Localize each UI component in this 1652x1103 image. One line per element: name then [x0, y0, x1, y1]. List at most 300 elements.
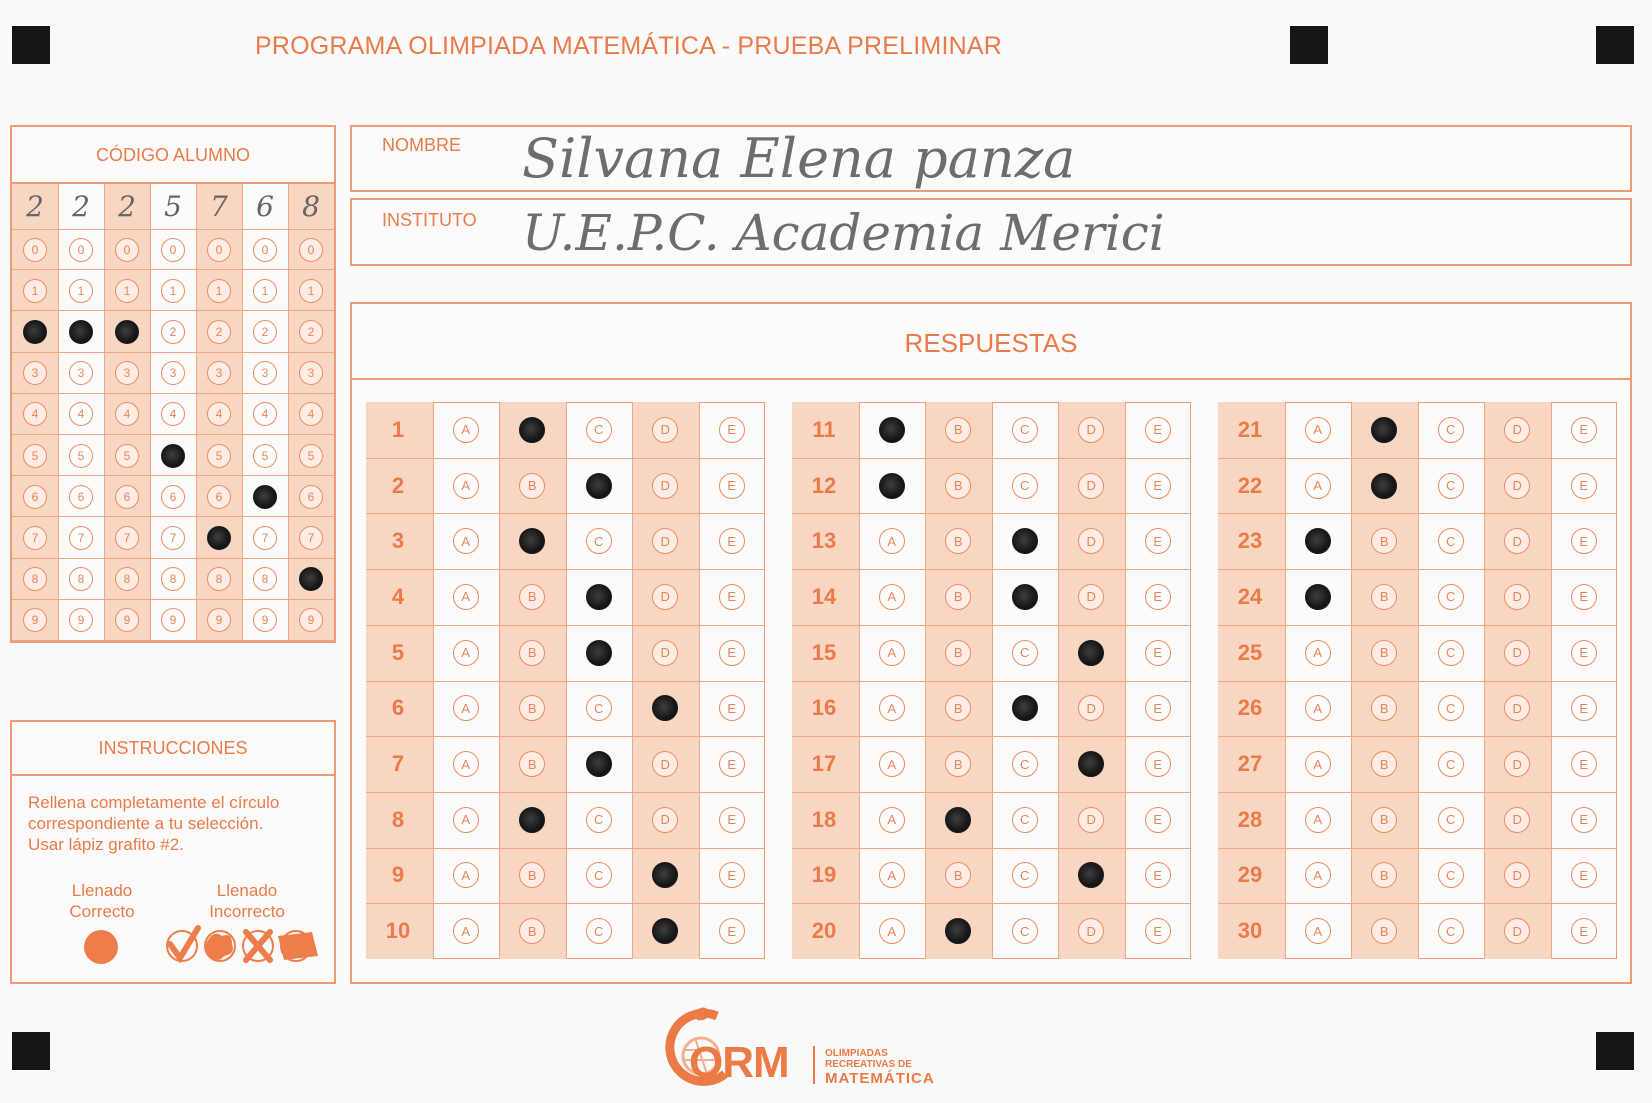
code-row-divider [12, 516, 334, 517]
code-digit-bubble[interactable]: 6 [115, 485, 139, 509]
answer-option-bubble[interactable]: C [586, 695, 612, 721]
answer-option-bubble[interactable]: C [1012, 417, 1038, 443]
answer-option-bubble[interactable]: A [879, 640, 905, 666]
answer-row-divider [366, 792, 765, 793]
code-digit-bubble[interactable]: 2 [207, 320, 231, 344]
code-digit-bubble[interactable]: 5 [207, 444, 231, 468]
code-digit-bubble[interactable]: 8 [161, 567, 185, 591]
code-digit-bubble[interactable]: 0 [253, 238, 277, 262]
answer-option-bubble[interactable]: D [1078, 695, 1104, 721]
answer-row-divider [1218, 569, 1617, 570]
answer-option-bubble[interactable]: C [1438, 751, 1464, 777]
code-digit-bubble[interactable]: 5 [299, 444, 323, 468]
answer-option-bubble[interactable]: C [1438, 862, 1464, 888]
answer-option-bubble[interactable]: E [1145, 417, 1171, 443]
answer-option-bubble[interactable]: D [1504, 862, 1530, 888]
code-digit-bubble[interactable]: 7 [69, 526, 93, 550]
answer-row-divider [1218, 513, 1617, 514]
code-digit-bubble[interactable] [161, 444, 185, 468]
answer-option-bubble[interactable]: E [719, 584, 745, 610]
answer-option-bubble[interactable]: E [1571, 807, 1597, 833]
answer-option-bubble[interactable] [586, 584, 612, 610]
answer-row-divider [792, 458, 1191, 459]
code-digit-bubble[interactable]: 3 [69, 361, 93, 385]
code-digit-bubble[interactable]: 1 [69, 279, 93, 303]
institute-label: INSTITUTO [382, 210, 477, 230]
answer-option-bubble[interactable] [1012, 584, 1038, 610]
answer-option-bubble[interactable]: B [1371, 918, 1397, 944]
answer-row-divider [792, 736, 1191, 737]
instructions-panel [10, 720, 336, 984]
answer-option-bubble[interactable]: E [1145, 640, 1171, 666]
answer-option-bubble[interactable]: C [1012, 807, 1038, 833]
answer-option-bubble[interactable] [586, 751, 612, 777]
answer-option-bubble[interactable]: E [1145, 528, 1171, 554]
answer-option-bubble[interactable]: E [719, 417, 745, 443]
question-number: 7 [391, 751, 405, 777]
question-number: 30 [1237, 918, 1263, 944]
answer-option-bubble[interactable]: A [879, 751, 905, 777]
incorrect-fill-label-line-2: Incorrecto [209, 902, 285, 921]
answer-option-bubble[interactable] [519, 807, 545, 833]
answer-option-bubble[interactable]: B [945, 417, 971, 443]
code-digit-bubble[interactable]: 1 [299, 279, 323, 303]
instructions-line-2: correspondiente a tu selección. [28, 814, 264, 833]
incorrect-fill-label [192, 880, 302, 922]
code-digit-bubble[interactable]: 3 [23, 361, 47, 385]
answer-option-bubble[interactable]: E [1571, 695, 1597, 721]
question-number: 12 [811, 472, 837, 498]
question-number: 13 [811, 528, 837, 554]
answer-row-divider [1218, 625, 1617, 626]
code-handwritten-digit: 7 [210, 190, 228, 223]
code-digit-bubble[interactable]: 7 [23, 526, 47, 550]
answer-option-bubble[interactable]: E [1571, 528, 1597, 554]
answer-option-bubble[interactable]: E [719, 751, 745, 777]
answer-option-bubble[interactable]: C [1438, 417, 1464, 443]
answer-option-bubble[interactable]: B [945, 640, 971, 666]
answer-option-bubble[interactable]: A [453, 862, 479, 888]
answer-option-bubble[interactable]: C [1438, 528, 1464, 554]
code-digit-bubble[interactable]: 8 [115, 567, 139, 591]
answer-option-bubble[interactable]: A [1305, 473, 1331, 499]
answer-option-bubble[interactable]: B [519, 584, 545, 610]
code-digit-bubble[interactable]: 9 [299, 608, 323, 632]
answer-option-bubble[interactable]: C [1438, 584, 1464, 610]
answer-option-bubble[interactable]: C [1438, 473, 1464, 499]
code-digit-bubble[interactable]: 6 [69, 485, 93, 509]
answer-option-bubble[interactable]: D [1504, 528, 1530, 554]
answer-option-bubble[interactable]: B [945, 473, 971, 499]
answer-option-bubble[interactable]: D [1078, 417, 1104, 443]
code-digit-bubble[interactable]: 7 [115, 526, 139, 550]
code-digit-bubble[interactable]: 2 [299, 320, 323, 344]
answer-row-divider [366, 848, 765, 849]
answer-option-bubble[interactable]: D [652, 473, 678, 499]
registration-mark-bottom-left [12, 1032, 50, 1070]
code-digit-bubble[interactable]: 5 [23, 444, 47, 468]
answer-option-bubble[interactable] [879, 417, 905, 443]
answer-option-bubble[interactable]: E [1571, 473, 1597, 499]
answer-option-bubble[interactable]: D [652, 807, 678, 833]
answer-option-bubble[interactable]: A [453, 473, 479, 499]
answer-option-bubble[interactable]: A [879, 695, 905, 721]
code-digit-bubble[interactable]: 2 [253, 320, 277, 344]
answer-option-bubble[interactable]: D [1078, 528, 1104, 554]
student-code-title: CÓDIGO ALUMNO [95, 145, 251, 165]
question-number: 4 [391, 583, 405, 609]
answer-row-divider [366, 625, 765, 626]
answer-option-bubble[interactable] [1305, 584, 1331, 610]
code-digit-bubble[interactable]: 5 [69, 444, 93, 468]
code-digit-bubble[interactable]: 4 [23, 402, 47, 426]
code-digit-bubble[interactable]: 6 [299, 485, 323, 509]
question-number: 24 [1237, 583, 1263, 609]
question-number: 18 [811, 806, 837, 832]
question-number: 9 [391, 862, 405, 888]
orm-logo-separator [813, 1046, 815, 1084]
code-digit-bubble[interactable]: 0 [207, 238, 231, 262]
answer-option-bubble[interactable]: B [945, 862, 971, 888]
question-number: 28 [1237, 806, 1263, 832]
answer-option-bubble[interactable]: A [453, 640, 479, 666]
answer-option-bubble[interactable]: D [1078, 807, 1104, 833]
answer-option-bubble[interactable] [945, 807, 971, 833]
code-row-divider [12, 558, 334, 559]
answer-option-bubble[interactable] [1305, 528, 1331, 554]
answer-option-bubble[interactable]: D [652, 751, 678, 777]
correct-fill-label-line-2: Correcto [69, 902, 135, 921]
answer-option-bubble[interactable]: A [1305, 751, 1331, 777]
code-digit-bubble[interactable]: 0 [161, 238, 185, 262]
answer-option-bubble[interactable]: B [519, 862, 545, 888]
question-number: 17 [811, 751, 837, 777]
code-column-divider [104, 184, 105, 641]
answer-option-bubble[interactable]: E [1145, 807, 1171, 833]
answer-option-bubble[interactable]: D [1504, 473, 1530, 499]
question-number: 6 [391, 695, 405, 721]
code-row-divider [12, 475, 334, 476]
code-column-divider [196, 184, 197, 641]
code-digit-bubble[interactable]: 8 [23, 567, 47, 591]
answer-option-bubble[interactable]: B [1371, 528, 1397, 554]
page-title: PROGRAMA OLIMPIADA MATEMÁTICA - PRUEBA PRELIMINAR [255, 32, 1002, 60]
question-number: 23 [1237, 528, 1263, 554]
answer-option-bubble[interactable]: D [1504, 417, 1530, 443]
question-number: 1 [391, 416, 405, 442]
question-number: 26 [1237, 695, 1263, 721]
answer-option-bubble[interactable]: E [1145, 473, 1171, 499]
code-digit-bubble[interactable]: 9 [115, 608, 139, 632]
answer-option-bubble[interactable]: A [453, 807, 479, 833]
code-digit-bubble[interactable]: 7 [253, 526, 277, 550]
answer-option-bubble[interactable]: E [1145, 862, 1171, 888]
answer-option-bubble[interactable]: A [453, 695, 479, 721]
answer-option-bubble[interactable]: D [652, 584, 678, 610]
student-code-panel [10, 125, 336, 643]
code-handwritten-digit: 6 [256, 190, 274, 223]
code-digit-bubble[interactable]: 3 [299, 361, 323, 385]
code-digit-bubble[interactable]: 4 [115, 402, 139, 426]
answer-option-bubble[interactable]: E [719, 473, 745, 499]
answer-option-bubble[interactable]: B [1371, 640, 1397, 666]
answer-option-bubble[interactable]: C [586, 918, 612, 944]
answer-option-bubble[interactable] [1012, 695, 1038, 721]
code-digit-bubble[interactable] [253, 485, 277, 509]
answer-option-bubble[interactable]: A [453, 528, 479, 554]
answer-row-divider [1218, 458, 1617, 459]
answer-option-bubble[interactable]: A [879, 918, 905, 944]
incorrect-fill-examples-icon [162, 922, 330, 970]
answer-option-bubble[interactable]: B [519, 695, 545, 721]
answer-row-divider [366, 458, 765, 459]
student-code-grid [12, 184, 334, 641]
question-number: 10 [385, 918, 411, 944]
question-number: 27 [1237, 751, 1263, 777]
answer-option-bubble[interactable]: A [1305, 807, 1331, 833]
code-digit-bubble[interactable]: 7 [161, 526, 185, 550]
answer-row-divider [366, 569, 765, 570]
question-number: 8 [391, 806, 405, 832]
code-digit-bubble[interactable]: 9 [161, 608, 185, 632]
code-digit-bubble[interactable]: 9 [69, 608, 93, 632]
question-number: 14 [811, 583, 837, 609]
code-handwritten-digit: 2 [72, 190, 90, 223]
code-digit-bubble[interactable]: 2 [161, 320, 185, 344]
answer-option-bubble[interactable]: E [719, 862, 745, 888]
code-digit-bubble[interactable]: 1 [115, 279, 139, 303]
answer-option-bubble[interactable]: C [586, 528, 612, 554]
answer-option-bubble[interactable] [879, 473, 905, 499]
answer-option-bubble[interactable]: B [519, 918, 545, 944]
question-number: 5 [391, 639, 405, 665]
code-digit-bubble[interactable]: 3 [115, 361, 139, 385]
answer-option-bubble[interactable]: E [719, 528, 745, 554]
question-number: 3 [391, 528, 405, 554]
registration-mark-top-left [12, 26, 50, 64]
answer-option-bubble[interactable]: B [519, 640, 545, 666]
answer-row-divider [1218, 736, 1617, 737]
answer-option-bubble[interactable]: D [1504, 751, 1530, 777]
answer-option-bubble[interactable]: E [1571, 417, 1597, 443]
code-handwritten-digit: 2 [26, 190, 44, 223]
answer-option-bubble[interactable]: E [719, 695, 745, 721]
answer-option-bubble[interactable]: D [1078, 584, 1104, 610]
answer-option-bubble[interactable]: E [1145, 918, 1171, 944]
answer-option-bubble[interactable] [1371, 473, 1397, 499]
name-handwritten-value: Silvana Elena panza [522, 127, 1076, 190]
answer-option-bubble[interactable] [586, 640, 612, 666]
code-digit-bubble[interactable]: 3 [253, 361, 277, 385]
answer-option-bubble[interactable]: A [1305, 417, 1331, 443]
answer-option-bubble[interactable]: A [879, 807, 905, 833]
answer-option-bubble[interactable]: A [1305, 695, 1331, 721]
answer-option-bubble[interactable]: C [586, 807, 612, 833]
answer-option-bubble[interactable]: E [1571, 862, 1597, 888]
answer-option-bubble[interactable]: E [719, 918, 745, 944]
code-digit-bubble[interactable]: 0 [69, 238, 93, 262]
answer-option-bubble[interactable]: B [945, 695, 971, 721]
answer-row-divider [366, 513, 765, 514]
answer-option-bubble[interactable]: B [945, 751, 971, 777]
code-handwritten-digit: 8 [302, 190, 320, 223]
code-digit-bubble[interactable] [207, 526, 231, 550]
code-digit-bubble[interactable]: 9 [23, 608, 47, 632]
answer-option-bubble[interactable] [1371, 417, 1397, 443]
answer-option-bubble[interactable]: D [1504, 918, 1530, 944]
answer-option-bubble[interactable]: C [1012, 751, 1038, 777]
answer-option-bubble[interactable]: B [1371, 862, 1397, 888]
answer-option-bubble[interactable]: C [586, 417, 612, 443]
answer-option-bubble[interactable]: D [1504, 807, 1530, 833]
answer-option-bubble[interactable]: B [1371, 584, 1397, 610]
answer-option-bubble[interactable] [519, 417, 545, 443]
answers-title-divider [352, 378, 1630, 380]
code-column-divider [288, 184, 289, 641]
answer-option-bubble[interactable]: D [1504, 640, 1530, 666]
answer-option-bubble[interactable]: B [1371, 695, 1397, 721]
code-handwritten-digit: 5 [164, 190, 182, 223]
answer-option-bubble[interactable]: D [1078, 473, 1104, 499]
answer-option-bubble[interactable]: A [1305, 862, 1331, 888]
code-digit-bubble[interactable]: 4 [299, 402, 323, 426]
answer-option-bubble[interactable]: A [453, 417, 479, 443]
answer-option-bubble[interactable]: B [519, 473, 545, 499]
answer-option-bubble[interactable]: E [1571, 584, 1597, 610]
answer-option-bubble[interactable]: A [453, 584, 479, 610]
code-digit-bubble[interactable]: 5 [253, 444, 277, 468]
orm-logo-line-2: RECREATIVAS DE [825, 1059, 912, 1070]
code-digit-bubble[interactable]: 4 [253, 402, 277, 426]
orm-logo-line-3: MATEMÁTICA [825, 1070, 935, 1087]
code-digit-bubble[interactable]: 4 [207, 402, 231, 426]
code-digit-bubble[interactable]: 1 [23, 279, 47, 303]
answer-option-bubble[interactable]: C [1438, 695, 1464, 721]
instructions-line-3: Usar lápiz grafito #2. [28, 835, 184, 854]
answer-option-bubble[interactable]: C [586, 862, 612, 888]
question-number: 22 [1237, 472, 1263, 498]
answer-option-bubble[interactable] [1012, 528, 1038, 554]
code-digit-bubble[interactable]: 4 [161, 402, 185, 426]
code-digit-bubble[interactable] [299, 567, 323, 591]
code-digit-bubble[interactable]: 8 [207, 567, 231, 591]
answer-option-bubble[interactable]: B [1371, 807, 1397, 833]
answer-option-bubble[interactable]: D [1078, 918, 1104, 944]
answer-option-bubble[interactable]: C [1012, 862, 1038, 888]
code-row-divider [12, 393, 334, 394]
answer-option-bubble[interactable]: C [1438, 807, 1464, 833]
answer-option-bubble[interactable]: B [519, 751, 545, 777]
answer-option-bubble[interactable]: C [1012, 473, 1038, 499]
answer-option-bubble[interactable]: A [453, 918, 479, 944]
answer-option-bubble[interactable]: A [879, 584, 905, 610]
answer-row-divider [792, 681, 1191, 682]
answer-option-bubble[interactable]: E [1571, 640, 1597, 666]
answer-option-bubble[interactable]: D [1504, 584, 1530, 610]
code-digit-bubble[interactable]: 1 [207, 279, 231, 303]
answer-option-bubble[interactable]: A [879, 862, 905, 888]
code-digit-bubble[interactable] [23, 320, 47, 344]
code-digit-bubble[interactable]: 0 [23, 238, 47, 262]
answer-option-bubble[interactable]: B [945, 584, 971, 610]
answer-option-bubble[interactable]: E [719, 807, 745, 833]
orm-logo-text: ORM [689, 1038, 789, 1087]
question-number: 20 [811, 918, 837, 944]
answer-row-divider [1218, 903, 1617, 904]
code-digit-bubble[interactable]: 6 [23, 485, 47, 509]
answer-option-bubble[interactable]: D [652, 640, 678, 666]
code-digit-bubble[interactable]: 5 [115, 444, 139, 468]
code-digit-bubble[interactable]: 9 [207, 608, 231, 632]
registration-mark-top-right [1596, 26, 1634, 64]
code-digit-bubble[interactable]: 8 [69, 567, 93, 591]
code-digit-bubble[interactable]: 0 [115, 238, 139, 262]
institute-handwritten-value: U.E.P.C. Academia Merici [522, 204, 1165, 262]
answer-option-bubble[interactable]: B [1371, 751, 1397, 777]
question-number: 15 [811, 639, 837, 665]
institute-field [350, 198, 1632, 266]
answer-option-bubble[interactable]: E [1145, 695, 1171, 721]
answer-row-divider [792, 903, 1191, 904]
instructions-title: INSTRUCCIONES [98, 738, 248, 758]
name-field [350, 125, 1632, 192]
code-digit-bubble[interactable]: 7 [299, 526, 323, 550]
code-digit-bubble[interactable]: 1 [161, 279, 185, 303]
answer-option-bubble[interactable]: E [719, 640, 745, 666]
code-digit-bubble[interactable] [115, 320, 139, 344]
code-digit-bubble[interactable]: 3 [207, 361, 231, 385]
answer-option-bubble[interactable]: A [1305, 918, 1331, 944]
code-digit-bubble[interactable]: 4 [69, 402, 93, 426]
answer-option-bubble[interactable]: A [1305, 640, 1331, 666]
answer-option-bubble[interactable] [1078, 640, 1104, 666]
answer-option-bubble[interactable]: C [1438, 640, 1464, 666]
instructions-line-1: Rellena completamente el círculo [28, 793, 280, 812]
answer-option-bubble[interactable]: D [652, 528, 678, 554]
code-digit-bubble[interactable] [69, 320, 93, 344]
answer-option-bubble[interactable]: A [453, 751, 479, 777]
answer-option-bubble[interactable]: C [1012, 640, 1038, 666]
code-digit-bubble[interactable]: 8 [253, 567, 277, 591]
code-handwritten-digit: 2 [118, 190, 136, 223]
answer-option-bubble[interactable]: E [1145, 751, 1171, 777]
question-number: 11 [812, 416, 836, 442]
code-row-divider [12, 352, 334, 353]
answer-option-bubble[interactable]: E [1145, 584, 1171, 610]
answer-row-divider [792, 848, 1191, 849]
answer-option-bubble[interactable]: B [945, 528, 971, 554]
answer-option-bubble[interactable]: D [1504, 695, 1530, 721]
code-digit-bubble[interactable]: 0 [299, 238, 323, 262]
code-row-divider [12, 599, 334, 600]
answer-row-divider [366, 903, 765, 904]
answer-option-bubble[interactable]: C [1012, 918, 1038, 944]
code-digit-bubble[interactable]: 3 [161, 361, 185, 385]
orm-logo [655, 1002, 985, 1092]
code-row-divider [12, 229, 334, 230]
answer-option-bubble[interactable] [586, 473, 612, 499]
code-digit-bubble[interactable]: 9 [253, 608, 277, 632]
code-digit-bubble[interactable]: 6 [207, 485, 231, 509]
answer-option-bubble[interactable]: A [879, 528, 905, 554]
code-column-divider [242, 184, 243, 641]
answer-option-bubble[interactable]: E [1571, 918, 1597, 944]
answer-option-bubble[interactable]: E [1571, 751, 1597, 777]
code-digit-bubble[interactable]: 6 [161, 485, 185, 509]
answer-option-bubble[interactable]: C [1438, 918, 1464, 944]
answer-option-bubble[interactable]: D [652, 417, 678, 443]
code-digit-bubble[interactable]: 1 [253, 279, 277, 303]
